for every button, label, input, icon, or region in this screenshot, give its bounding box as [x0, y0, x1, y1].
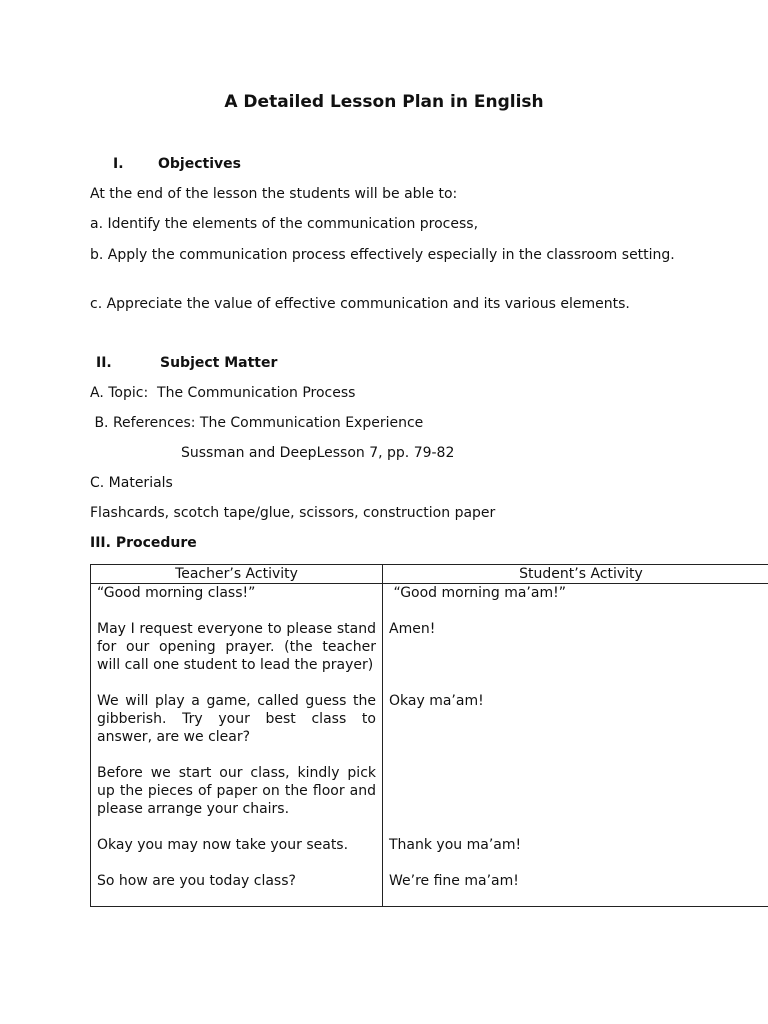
- teacher-line: May I request everyone to please stand for our opening prayer. (the teacher will call one student to lead the prayer): [97, 621, 394, 673]
- subject-topic: A. Topic: The Communication Process: [90, 385, 356, 401]
- section-1-heading: [113, 156, 241, 172]
- teacher-line: “Good morning class!”: [97, 585, 256, 601]
- student-line: Amen!: [389, 621, 436, 637]
- student-activity-header: Student’s Activity: [383, 565, 768, 584]
- teacher-activity-cell: [91, 584, 394, 907]
- procedure-table: [90, 564, 768, 907]
- subject-references: B. References: The Communication Experience: [90, 415, 424, 431]
- student-line: We’re fine ma’am!: [389, 873, 519, 889]
- student-line: Okay ma’am!: [389, 693, 484, 709]
- section-2-numeral: II.: [96, 355, 112, 371]
- teacher-line: Before we start our class, kindly pick up the pieces of paper on the floor and please arrange your chairs.: [97, 765, 376, 817]
- teacher-line: Okay you may now take your seats.: [97, 837, 349, 853]
- section-2-title: Subject Matter: [160, 355, 278, 371]
- student-line: “Good morning ma’am!”: [389, 585, 566, 601]
- section-1-numeral: I.: [113, 156, 124, 172]
- student-line: Thank you ma’am!: [389, 837, 522, 853]
- teacher-line: So how are you today class?: [97, 873, 296, 889]
- subject-materials: Flashcards, scotch tape/glue, scissors, construction paper: [90, 505, 496, 521]
- objective-a: a. Identify the elements of the communication process,: [90, 216, 479, 232]
- procedure-table-header-row: [91, 565, 768, 584]
- subject-references-detail: Sussman and DeepLesson 7, pp. 79-82: [181, 445, 455, 461]
- section-1-title: Objectives: [158, 156, 241, 172]
- procedure-table-row: [91, 584, 768, 907]
- teacher-activity-header: Teacher’s Activity: [91, 565, 383, 584]
- objective-c: c. Appreciate the value of effective communication and its various elements.: [90, 296, 630, 312]
- document-title: A Detailed Lesson Plan in English: [224, 92, 544, 112]
- section-3-heading: III. Procedure: [90, 535, 197, 551]
- objectives-intro: At the end of the lesson the students will be able to:: [90, 186, 458, 202]
- subject-materials-label: C. Materials: [90, 475, 173, 491]
- section-2-heading: [96, 355, 277, 371]
- teacher-line: We will play a game, called guess the gibberish. Try your best class to answer, are we clear?: [97, 693, 376, 745]
- objective-b: b. Apply the communication process effectively especially in the classroom setting.: [90, 247, 675, 263]
- student-activity-cell: [383, 584, 768, 907]
